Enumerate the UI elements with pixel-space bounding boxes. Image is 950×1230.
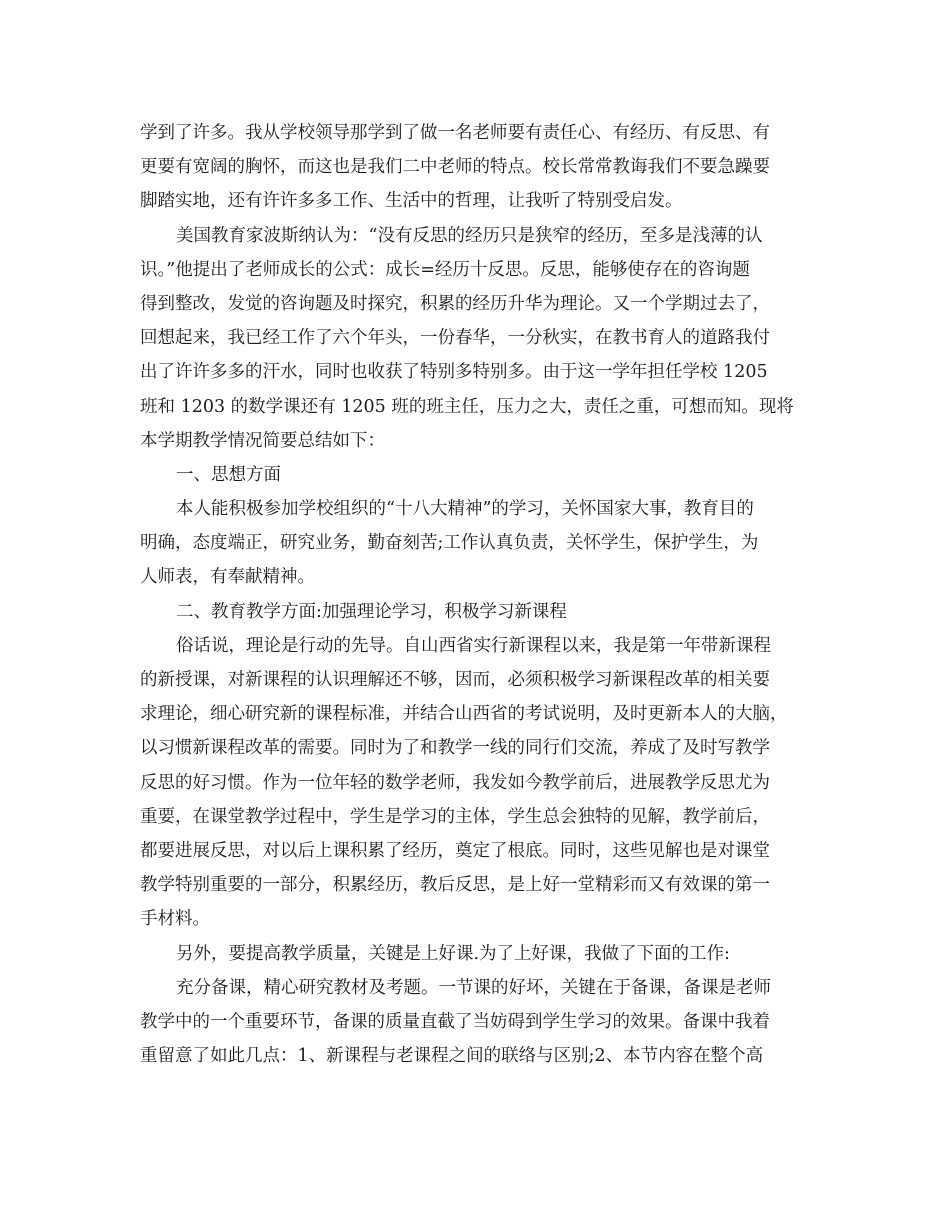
text-line: 人师表，有奉献精神。 bbox=[140, 567, 315, 588]
text-line: 明确，态度端正，研究业务，勤奋刻苦;工作认真负责，关怀学生，保护学生，为 bbox=[140, 533, 759, 554]
text-line: 另外，要提高教学质量，关键是上好课.为了上好课，我做了下面的工作: bbox=[176, 943, 730, 964]
text-line: 学到了许多。我从学校领导那学到了做一名老师要有责任心、有经历、有反思、有 bbox=[140, 123, 770, 143]
text-line: 重要，在课堂教学过程中，学生是学习的主体，学生总会独特的见解，教学前后， bbox=[140, 806, 770, 827]
text-line: 本人能积极参加学校组织的“十八大精神”的学习，关怀国家大事，教育目的 bbox=[176, 499, 754, 520]
text-line: 美国教育家波斯纳认为：“没有反思的经历只是狭窄的经历，至多是浅薄的认 bbox=[176, 225, 763, 246]
text-line: 教学中的一个重要环节，备课的质量直截了当妨碍到学生学习的效果。备课中我着 bbox=[140, 1011, 770, 1032]
text-line: 一、思想方面 bbox=[176, 464, 281, 485]
text-line: 都要进展反思，对以后上课积累了经历，奠定了根底。同时，这些见解也是对课堂 bbox=[140, 840, 770, 861]
text-line: 得到整改，发觉的咨询题及时探究，积累的经历升华为理论。又一个学期过去了， bbox=[140, 293, 770, 314]
text-line: 更要有宽阔的胸怀，而这也是我们二中老师的特点。校长常常教诲我们不要急躁要 bbox=[140, 157, 770, 178]
text-line: 充分备课，精心研究教材及考题。一节课的好坏，关键在于备课，备课是老师 bbox=[176, 977, 771, 998]
text-line: 反思的好习惯。作为一位年轻的数学老师，我发如今教学前后，进展教学反思尤为 bbox=[140, 772, 770, 793]
text-line: 本学期教学情况简要总结如下： bbox=[140, 430, 385, 451]
text-line: 教学特别重要的一部分，积累经历，教后反思，是上好一堂精彩而又有效课的第一 bbox=[140, 875, 770, 896]
text-line: 手材料。 bbox=[140, 909, 210, 930]
text-line: 脚踏实地，还有许许多多工作、生活中的哲理，让我听了特别受启发。 bbox=[140, 191, 683, 212]
text-line: 的新授课，对新课程的认识理解还不够，因而，必须积极学习新课程改革的相关要 bbox=[140, 670, 770, 690]
text-line: 回想起来，我已经工作了六个年头，一份春华，一分秋实，在教书育人的道路我付 bbox=[140, 328, 770, 349]
text-line: 二、教育教学方面:加强理论学习，积极学习新课程 bbox=[176, 601, 567, 622]
text-line: 出了许许多多的汗水，同时也收获了特别多特别多。由于这一学年担任学校 1205 bbox=[140, 362, 768, 383]
text-line: 班和 1203 的数学课还有 1205 班的班主任，压力之大，责任之重，可想而知。现将 bbox=[140, 396, 794, 417]
text-line: 以习惯新课程改革的需要。同时为了和教学一线的同行们交流，养成了及时写教学 bbox=[140, 738, 770, 759]
text-line: 求理论，细心研究新的课程标准，并结合山西省的考试说明，及时更新本人的大脑， bbox=[140, 704, 788, 725]
document-body bbox=[140, 116, 830, 1073]
text-line: 俗话说，理论是行动的先导。自山西省实行新课程以来，我是第一年带新课程 bbox=[176, 635, 771, 656]
text-line: 识。”他提出了老师成长的公式：成长=经历十反思。反思，能够使存在的咨询题 bbox=[140, 259, 750, 280]
text-line: 重留意了如此几点：1、新课程与老课程之间的联络与区别;2、本节内容在整个高 bbox=[140, 1046, 764, 1067]
